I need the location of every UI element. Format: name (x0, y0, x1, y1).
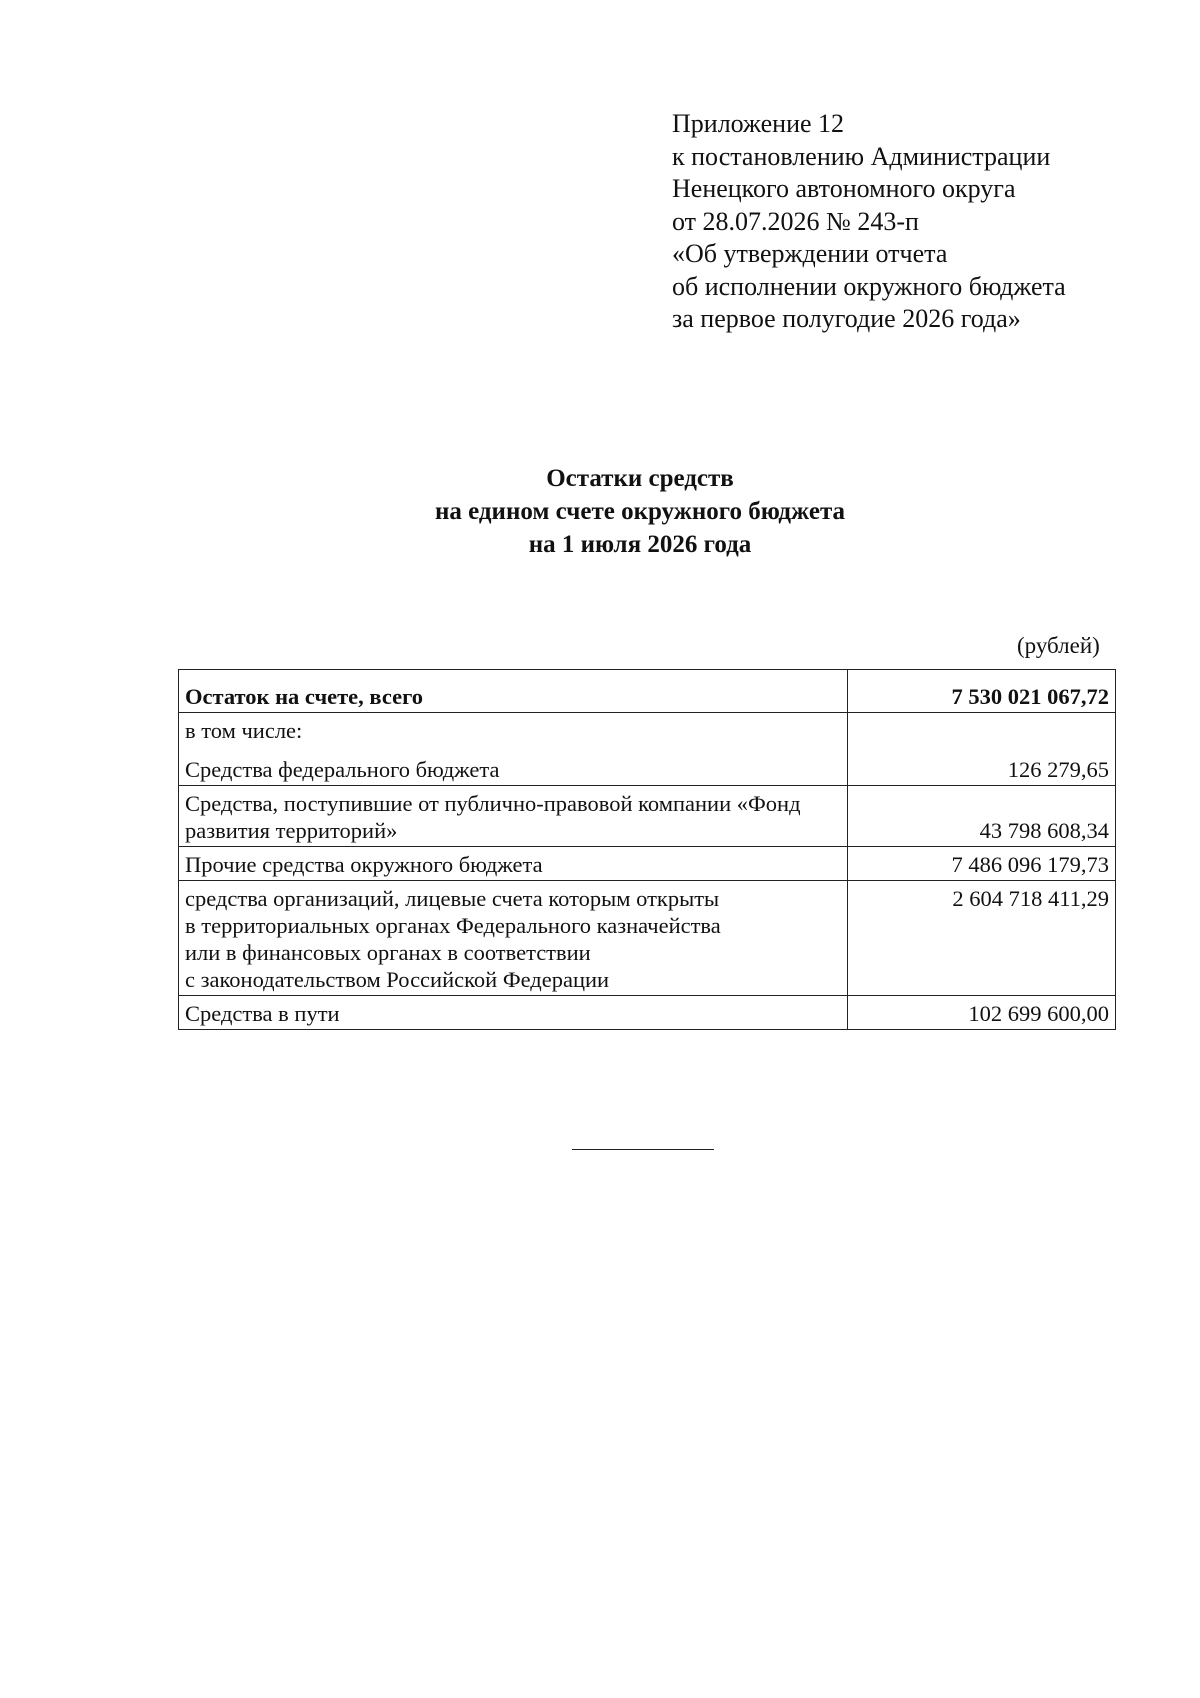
document-title (0, 462, 1200, 561)
organizations-label-line: с законодательством Российской Федерации (185, 967, 610, 992)
organizations-value: 2 604 718 411,29 (848, 881, 1116, 996)
other-value: 7 486 096 179,73 (848, 847, 1116, 881)
other-label: Прочие средства окружного бюджета (179, 847, 848, 881)
table-row-organizations (179, 881, 1116, 996)
including-label: в том числе: (185, 718, 303, 743)
fund-label (179, 786, 848, 847)
table-row-fund (179, 786, 1116, 847)
organizations-label-line: или в финансовых органах в соответствии (185, 940, 591, 965)
appendix-line: за первое полугодие 2026 года» (672, 304, 1021, 333)
appendix-line: к постановлению Администрации (672, 141, 1051, 171)
table-row-in-transit (179, 996, 1116, 1030)
title-line: на едином счете окружного бюджета (434, 498, 846, 525)
appendix-line: Ненецкого автономного округа (672, 174, 1016, 203)
federal-value: 126 279,65 (848, 713, 1116, 786)
balances-table (178, 669, 1116, 1030)
units-label: (рублей) (1017, 633, 1100, 658)
fund-label-line: Средства, поступившие от публично-правовой компании «Фонд (185, 791, 801, 816)
organizations-label-line: в территориальных органах Федерального казначейства (185, 913, 721, 938)
title-line: на 1 июля 2026 года (528, 531, 752, 558)
federal-label: Средства федерального бюджета (185, 757, 500, 782)
appendix-line: «Об утверждении отчета (672, 239, 948, 268)
table-row-other (179, 847, 1116, 881)
fund-value: 43 798 608,34 (848, 786, 1116, 847)
table-row-total (179, 670, 1116, 713)
table-row-federal (179, 713, 1116, 786)
title-line: Остатки средств (546, 465, 734, 492)
appendix-line: об исполнении окружного бюджета (672, 271, 1066, 301)
in-transit-value: 102 699 600,00 (848, 996, 1116, 1030)
appendix-header (672, 108, 1066, 336)
organizations-label-line: средства организаций, лицевые счета которым открыты (185, 886, 720, 911)
fund-label-line: развития территорий» (185, 818, 398, 843)
total-label: Остаток на счете, всего (179, 670, 848, 713)
total-value: 7 530 021 067,72 (848, 670, 1116, 713)
organizations-label (179, 881, 848, 996)
appendix-line: от 28.07.2026 № 243-п (672, 206, 919, 236)
end-divider (572, 1149, 714, 1150)
appendix-line: Приложение 12 (672, 109, 845, 138)
in-transit-label: Средства в пути (179, 996, 848, 1030)
federal-cell (179, 713, 848, 786)
